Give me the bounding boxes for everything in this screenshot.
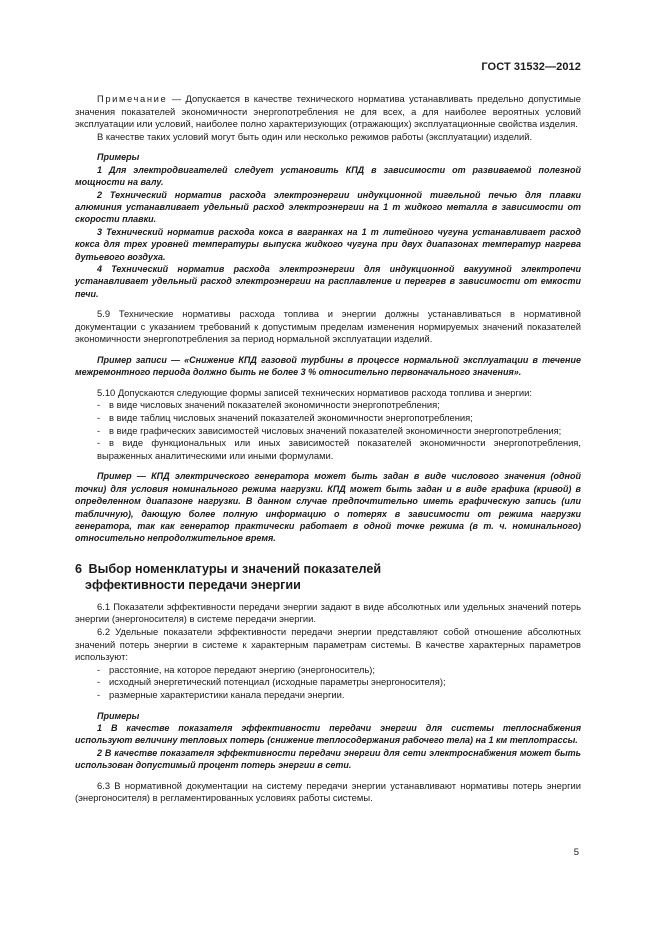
example-item: 3 Технический норматив расхода кокса в вагранках на 1 т литейного чугуна устанавливает расход кокса для трех уровней температуры выпуска жидкого чугуна при двух диапазонах температур нагрева дутьевого воздуха. xyxy=(75,226,581,262)
clause-6-2: 6.2 Удельные показатели эффективности передачи энергии представляют собой отношение абсолютных значений потерь энергии в системе к характерным параметрам системы. В качестве характерных параметров используют: xyxy=(75,626,581,663)
clause-5-10: 5.10 Допускаются следующие формы записей технических нормативов расхода топлива и энергии: xyxy=(97,386,532,398)
note-paragraph xyxy=(75,93,581,131)
section-6-heading xyxy=(75,561,581,593)
section-title-line-1: Выбор номенклатуры и значений показателей xyxy=(88,561,382,576)
clause-5-10-example: Пример — КПД электрического генератора может быть задан в виде числового значения (одной точки) для условия номинального режима нагрузки. КПД может быть задан и в виде графика (кривой) в определенном диапазоне нагрузки. В данном случае предпочтительно иметь графическую запись (или табличную), дающую более полную информацию о потерях в зависимости от режима нагрузки генератора, так как генератор практически работает в одной точке режима (в т. ч. номинального) относительно непродолжительное время. xyxy=(75,471,581,544)
example-item: 1 В качестве показателя эффективности передачи энергии для системы теплоснабжения используют величину тепловых потерь (снижение теплосодержания рабочего тела) на 1 км теплотрассы. xyxy=(75,723,581,746)
examples-label: Примеры xyxy=(97,710,140,721)
clause-6-3: 6.3 В нормативной документации на систему передачи энергии устанавливают нормативы потерь энергии (энергоносителя) в регламентированных условиях работы системы. xyxy=(75,779,581,804)
list-item: - в виде функциональных или иных зависимостей показателей экономичности энергопотребления, выраженных аналитическими или иными формулами. xyxy=(97,437,581,461)
section-number: 6 xyxy=(75,561,83,576)
example-item: 4 Технический норматив расхода электроэнергии для индукционной вакуумной электропечи устанавливает удельный расход электроэнергии на расплавление и перегрев в зависимости от емкости печи. xyxy=(75,264,581,299)
section-title-line-2: эффективности передачи энергии xyxy=(85,577,301,592)
page-number: 5 xyxy=(573,847,579,858)
example-item: 2 В качестве показателя эффективности передачи энергии для сети электроснабжения может быть использован допустимый процент потерь энергии в сети. xyxy=(75,747,581,771)
clause-5-9-example: Пример записи — «Снижение КПД газовой турбины в процессе нормальной эксплуатации в течение межремонтного периода должно быть не более 3 % относительно первоначального значения». xyxy=(75,355,581,378)
clause-5-9: 5.9 Технические нормативы расхода топлива и энергии должны устанавливаться в нормативной документации с указанием требований к допустимым пределам изменения нормируемых значений показателей экономичности энергопотребления за период нормальной эксплуатации изделий. xyxy=(75,308,581,345)
list-item: - расстояние, на которое передают энергию (энергоноситель); xyxy=(97,663,376,675)
document-code: ГОСТ 31532—2012 xyxy=(481,61,581,73)
page-body xyxy=(75,93,581,805)
list-item: - исходный энергетический потенциал (исходные параметры энергоносителя); xyxy=(97,676,446,688)
example-item: 1 Для электродвигателей следует установить КПД в зависимости от развиваемой полезной мощности на валу. xyxy=(75,164,581,188)
list-item: - в виде графических зависимостей числовых значений показателей экономичности энергопотребления; xyxy=(97,424,562,436)
note-text-2: В качестве таких условий могут быть один или несколько режимов работы (эксплуатации) изделий. xyxy=(97,130,533,142)
examples-label: Примеры xyxy=(97,152,140,163)
list-item: - в виде таблиц числовых значений показателей экономичности энергопотребления; xyxy=(97,412,473,424)
note-label: Примечание xyxy=(97,93,168,104)
note-text: — Допускается в качестве технического норматива устанавливать предельно допустимые значения показателей экономичности энергопотребления не для всех, а для наиболее вероятных условий эксплуатации или условий, наиболее полно характеризующих (отражающих) эксплуатационные свойства изделия. xyxy=(75,93,581,130)
list-item: - в виде числовых значений показателей экономичности энергопотребления; xyxy=(97,399,440,411)
example-item: 2 Технический норматив расхода электроэнергии индукционной тигельной печью для плавки алюминия устанавливает удельный расход электроэнергии на 1 т жидкого металла в зависимости от скорости плавки. xyxy=(75,189,581,225)
list-item: - размерные характеристики канала передачи энергии. xyxy=(97,689,345,700)
clause-6-1: 6.1 Показатели эффективности передачи энергии задают в виде абсолютных или удельных значений потерь энергии (энергоносителя) в системе передачи энергии. xyxy=(75,600,581,625)
